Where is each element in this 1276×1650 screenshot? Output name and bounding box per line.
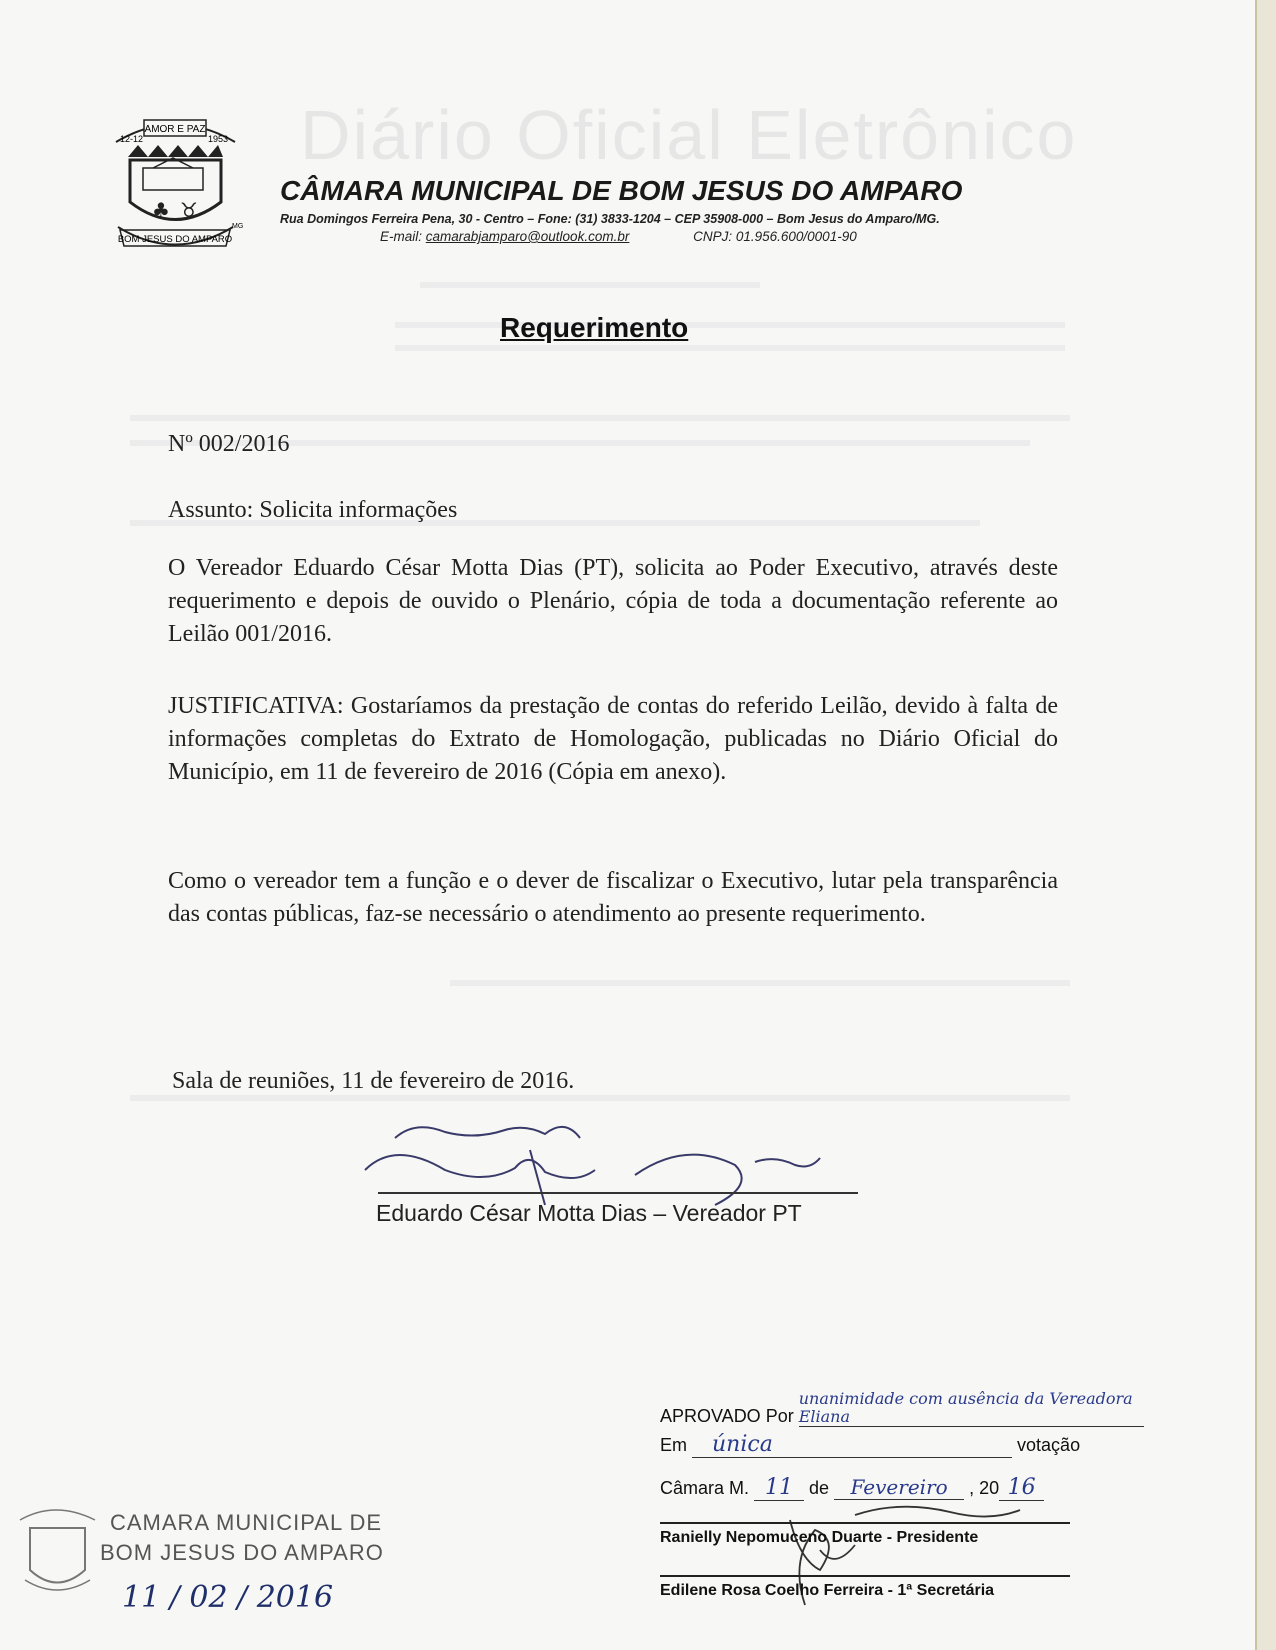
em-value: única — [692, 1432, 1012, 1458]
secretary-signature-line — [660, 1575, 1070, 1600]
bleed-through-line — [420, 282, 760, 288]
bleed-through-line — [130, 415, 1070, 421]
crest-motto-bottom: BOM JESUS DO AMPARO — [117, 234, 233, 245]
stamp-line-2: BOM JESUS DO AMPARO — [100, 1540, 384, 1565]
stamp-line-1: CAMARA MUNICIPAL DE — [110, 1510, 383, 1535]
header-address: Rua Domingos Ferreira Pena, 30 - Centro – Fone: (31) 3833-1204 – CEP 35908-000 – Bom Jesus do Amparo/MG. — [280, 212, 940, 226]
page-edge — [1255, 0, 1276, 1650]
votacao-label: votação — [1017, 1435, 1081, 1455]
document-title: Requerimento — [500, 312, 689, 343]
approval-by-row — [660, 1390, 1144, 1427]
year-prefix: , 20 — [969, 1478, 1000, 1498]
day-value: 11 — [754, 1475, 804, 1501]
president-name: Ranielly Nepomuceno Duarte - Presidente — [660, 1529, 979, 1546]
stamp-date: 11 / 02 / 2016 — [122, 1580, 334, 1615]
bleed-through-line — [395, 345, 1065, 351]
approval-date-row — [660, 1475, 1044, 1501]
em-label: Em — [660, 1435, 687, 1455]
approval-em-row — [660, 1432, 1080, 1458]
municipal-crest-logo — [108, 112, 243, 262]
signature-line — [378, 1192, 858, 1194]
signature-name: Eduardo César Motta Dias – Vereador PT — [376, 1200, 802, 1226]
de-label: de — [809, 1478, 830, 1498]
president-signature-line — [660, 1522, 1070, 1547]
month-value: Fevereiro — [834, 1475, 964, 1500]
bleed-through-line — [395, 322, 1065, 328]
crest-motto-top: AMOR E PAZ — [144, 124, 206, 135]
secretary-name: Edilene Rosa Coelho Ferreira - 1ª Secretária — [660, 1582, 995, 1599]
email-link[interactable]: camarabjamparo@outlook.com.br — [425, 229, 630, 244]
header-title: CÂMARA MUNICIPAL DE BOM JESUS DO AMPARO — [280, 175, 963, 206]
bleed-through-line — [450, 980, 1070, 986]
document-number: Nº 002/2016 — [168, 431, 290, 457]
approved-by-value: unanimidade com ausência da Vereadora Eliana — [799, 1390, 1144, 1427]
place-date: Sala de reuniões, 11 de fevereiro de 2016. — [172, 1068, 575, 1094]
svg-text:♣: ♣ — [152, 198, 170, 222]
year-value: 16 — [999, 1475, 1044, 1501]
approved-label: APROVADO Por — [660, 1406, 794, 1426]
closing-paragraph: Como o vereador tem a função e o dever de fiscalizar o Executivo, lutar pela transparência das contas públicas, faz-se necessário o atendimento ao presente requerimento. — [168, 868, 1058, 927]
bleed-through-watermark: Diário Oficial Eletrônico — [300, 96, 1078, 174]
request-paragraph: O Vereador Eduardo César Motta Dias (PT), solicita ao Poder Executivo, através deste requerimento e depois de ouvido o Plenário, cópia de toda a documentação referente ao Leilão 001/2016. — [168, 555, 1058, 647]
header-contact — [380, 229, 857, 244]
justification-paragraph: JUSTIFICATIVA: Gostaríamos da prestação de contas do referido Leilão, devido à falta de informações completas do Extrato de Homologação, publicadas no Diário Oficial do Município, em 11 de fevereiro de 2016 (Cópia em anexo). — [168, 693, 1058, 785]
document-subject: Assunto: Solicita informações — [168, 497, 458, 523]
camara-label: Câmara M. — [660, 1478, 750, 1498]
handwritten-signature — [355, 1110, 855, 1210]
crest-date-left: 12-12 — [120, 134, 144, 144]
crest-year-right: 1953 — [208, 134, 229, 144]
cnpj: CNPJ: 01.956.600/0001-90 — [693, 229, 857, 244]
crest-state: MG — [232, 223, 243, 230]
email-label: E-mail: — [380, 229, 423, 244]
svg-text:♉: ♉ — [180, 198, 198, 222]
